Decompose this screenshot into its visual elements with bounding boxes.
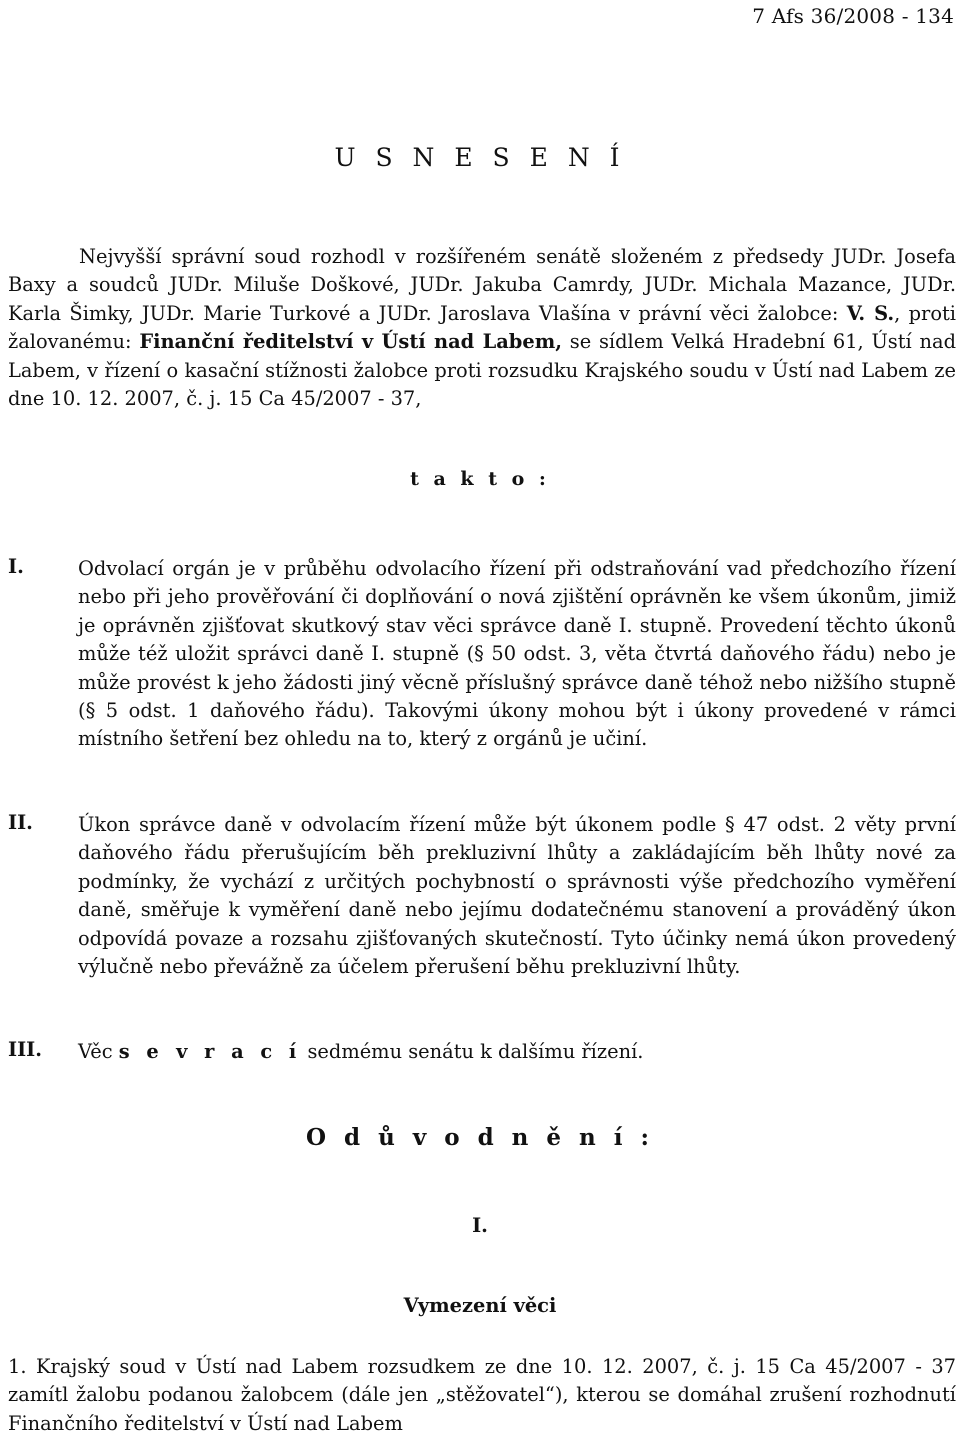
ruling-text-1: Odvolací orgán je v průběhu odvolacího řízení při odstraňování vad předchozího řízení nebo při jeho prověřování či doplňování o nová zjištění oprávněn ke všem úkonům, jimiž je oprávněn zjišťovat skutkový stav věci správce daně I. stupně. Provedení těchto úkonů může též uložit správci daně I. stupně (§ 50 odst. 3, věta čtvrtá daňového řádu) nebo je může provést k jeho žádosti jiný věcně příslušný správce daně téhož nebo nižšího stupně (§ 5 odst. 1 daňového řádu). Takovými úkony mohou být i úkony provedené v rámci místního šetření bez ohledu na to, který z orgánů je učiní.	[78, 557, 956, 751]
ruling-3-emph-se: s e	[118, 1040, 164, 1063]
ruling-3-text-after: sedmému senátu k dalšímu řízení.	[301, 1040, 644, 1063]
ruling-text-2: Úkon správce daně v odvolacím řízení může být úkonem podle § 47 odst. 2 věty první daňového řádu přerušujícím běh prekluzivní lhůty a zakládajícím běh lhůty nové za podmínky, že vychází z určitých pochybností o správnosti výše předchozího vyměření daně, směřuje k vyměření daně nebo jejímu dodatečnému stanovení a prováděný úkon odpovídá povaze a rozsahu zjišťovaných skutečností. Tyto účinky nemá úkon provedený výlučně nebo převážně za účelem přerušení běhu prekluzivní lhůty.	[78, 813, 956, 979]
section-number: I.	[472, 1214, 488, 1237]
plaintiff-name: V. S.	[846, 301, 895, 325]
ruling-3-emph-vraci: v r a c í	[176, 1040, 302, 1063]
intro-text-before: Nejvyšší správní soud rozhodl v rozšířeném senátě složeném z předsedy JUDr. Josefa Baxy a soudců JUDr. Miluše Doškové, JUDr. Jakuba Camrdy, JUDr. Michala Mazance, JUDr. Karla Šimky, JUDr. Marie Turkové a JUDr. Jaroslava Vlašína v právní věci žalobce:	[8, 245, 956, 325]
intro-text	[8, 243, 956, 413]
intro-text-middle: , proti žalovanému:	[8, 301, 956, 354]
defendant-name: Finanční ředitelství v Ústí nad Labem,	[139, 330, 562, 354]
ruling-text-3	[78, 1038, 956, 1066]
ruling-number-2: II.	[8, 811, 33, 834]
takto-heading: t a k t o :	[410, 468, 550, 490]
document-title: U S N E S E N Í	[334, 143, 626, 172]
section-title: Vymezení věci	[403, 1294, 557, 1317]
intro-paragraph	[8, 243, 956, 413]
case-number: 7 Afs 36/2008 - 134	[752, 4, 954, 28]
ruling-3-text-before: Věc	[78, 1040, 119, 1063]
reasoning-heading: O d ů v o d n ě n í :	[305, 1124, 654, 1151]
ruling-number-1: I.	[8, 555, 24, 578]
ruling-number-3: III.	[8, 1038, 42, 1061]
intro-text-after: se sídlem Velká Hradební 61, Ústí nad Labem, v řízení o kasační stížnosti žalobce proti rozsudku Krajského soudu v Ústí nad Labem ze dne 10. 12. 2007, č. j. 15 Ca 45/2007 - 37,	[8, 330, 956, 411]
body-paragraph-1: 1. Krajský soud v Ústí nad Labem rozsudkem ze dne 10. 12. 2007, č. j. 15 Ca 45/2007 - 37 zamítl žalobu podanou žalobcem (dále jen „stěžovatel“), kterou se domáhal zrušení rozhodnutí Finančního ředitelství v Ústí nad Labem	[8, 1355, 956, 1435]
